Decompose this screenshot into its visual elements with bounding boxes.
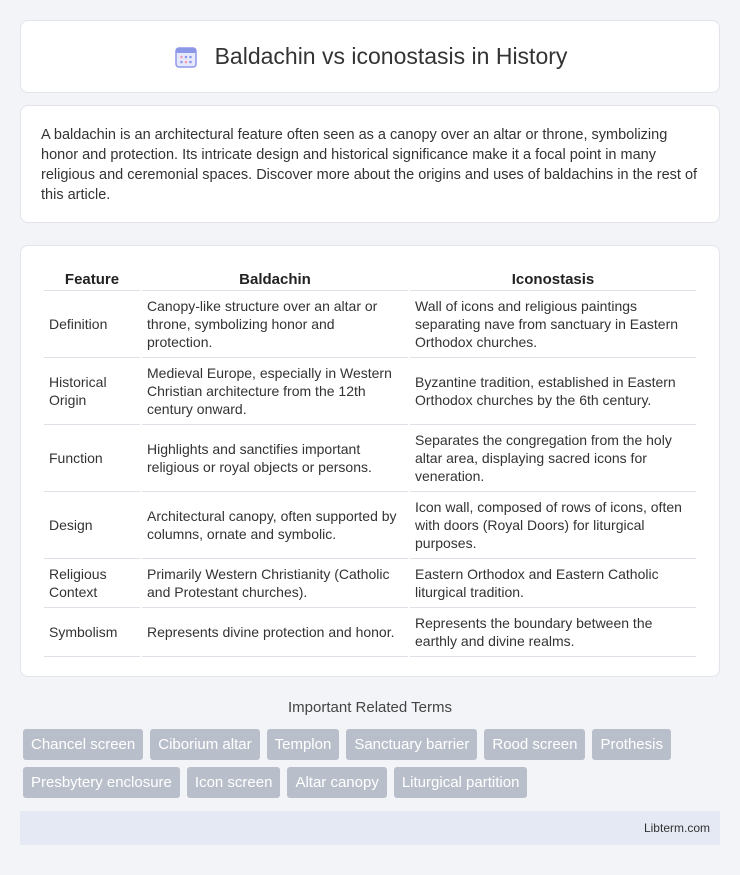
cell-iconostasis: Icon wall, composed of rows of icons, often with doors (Royal Doors) for liturgical purposes.	[410, 491, 696, 558]
table-row	[44, 424, 696, 491]
cell-feature: Definition	[44, 290, 140, 357]
page-title: Baldachin vs iconostasis in History	[214, 43, 568, 69]
cell-iconostasis: Represents the boundary between the earthly and divine realms.	[410, 607, 696, 657]
cell-feature: Historical Origin	[44, 357, 140, 424]
cell-baldachin: Primarily Western Christianity (Catholic and Protestant churches).	[142, 558, 408, 607]
intro-card	[20, 105, 720, 223]
header-baldachin: Baldachin	[239, 270, 311, 288]
calendar-icon	[173, 44, 199, 70]
cell-iconostasis: Wall of icons and religious paintings separating nave from sanctuary in Eastern Orthodox churches.	[410, 290, 696, 357]
footer-brand-link[interactable]: Libterm.com	[643, 821, 710, 835]
intro-text: A baldachin is an architectural feature often seen as a canopy over an altar or throne, symbolizing honor and protection. Its intricate design and historical significance make it a focal point in many religious and ceremonial spaces. Discover more about the origins and uses of baldachins in the rest of this article.	[41, 127, 698, 203]
table-row	[44, 607, 696, 657]
related-term-tag[interactable]: Altar canopy	[287, 767, 386, 798]
cell-iconostasis: Eastern Orthodox and Eastern Catholic liturgical tradition.	[410, 558, 696, 607]
related-terms-title: Important Related Terms	[288, 699, 452, 716]
related-terms-list	[23, 729, 723, 798]
table-header-row	[44, 266, 696, 290]
header-feature: Feature	[64, 270, 120, 288]
table-row	[44, 290, 696, 357]
cell-baldachin: Canopy-like structure over an altar or throne, symbolizing honor and protection.	[142, 290, 408, 357]
related-term-tag[interactable]: Ciborium altar	[150, 729, 259, 760]
related-term-tag[interactable]: Rood screen	[484, 729, 585, 760]
title-card	[20, 20, 720, 93]
related-term-tag[interactable]: Liturgical partition	[394, 767, 528, 798]
cell-iconostasis: Separates the congregation from the holy altar area, displaying sacred icons for veneration.	[410, 424, 696, 491]
cell-baldachin: Medieval Europe, especially in Western Christian architecture from the 12th century onward.	[142, 357, 408, 424]
cell-feature: Function	[44, 424, 140, 491]
related-term-tag[interactable]: Chancel screen	[23, 729, 143, 760]
cell-feature: Religious Context	[44, 558, 140, 607]
table-row	[44, 558, 696, 607]
related-term-tag[interactable]: Icon screen	[187, 767, 281, 798]
related-term-tag[interactable]: Presbytery enclosure	[23, 767, 180, 798]
cell-feature: Design	[44, 491, 140, 558]
related-term-tag[interactable]: Sanctuary barrier	[346, 729, 477, 760]
comparison-table	[42, 266, 698, 657]
cell-feature: Symbolism	[44, 607, 140, 657]
cell-baldachin: Represents divine protection and honor.	[142, 607, 408, 657]
comparison-table-card	[20, 245, 720, 677]
cell-iconostasis: Byzantine tradition, established in Eastern Orthodox churches by the 6th century.	[410, 357, 696, 424]
header-iconostasis: Iconostasis	[511, 270, 595, 288]
table-row	[44, 357, 696, 424]
cell-baldachin: Architectural canopy, often supported by columns, ornate and symbolic.	[142, 491, 408, 558]
related-term-tag[interactable]: Templon	[267, 729, 340, 760]
cell-baldachin: Highlights and sanctifies important religious or royal objects or persons.	[142, 424, 408, 491]
table-row	[44, 491, 696, 558]
footer	[20, 811, 720, 845]
related-term-tag[interactable]: Prothesis	[592, 729, 671, 760]
